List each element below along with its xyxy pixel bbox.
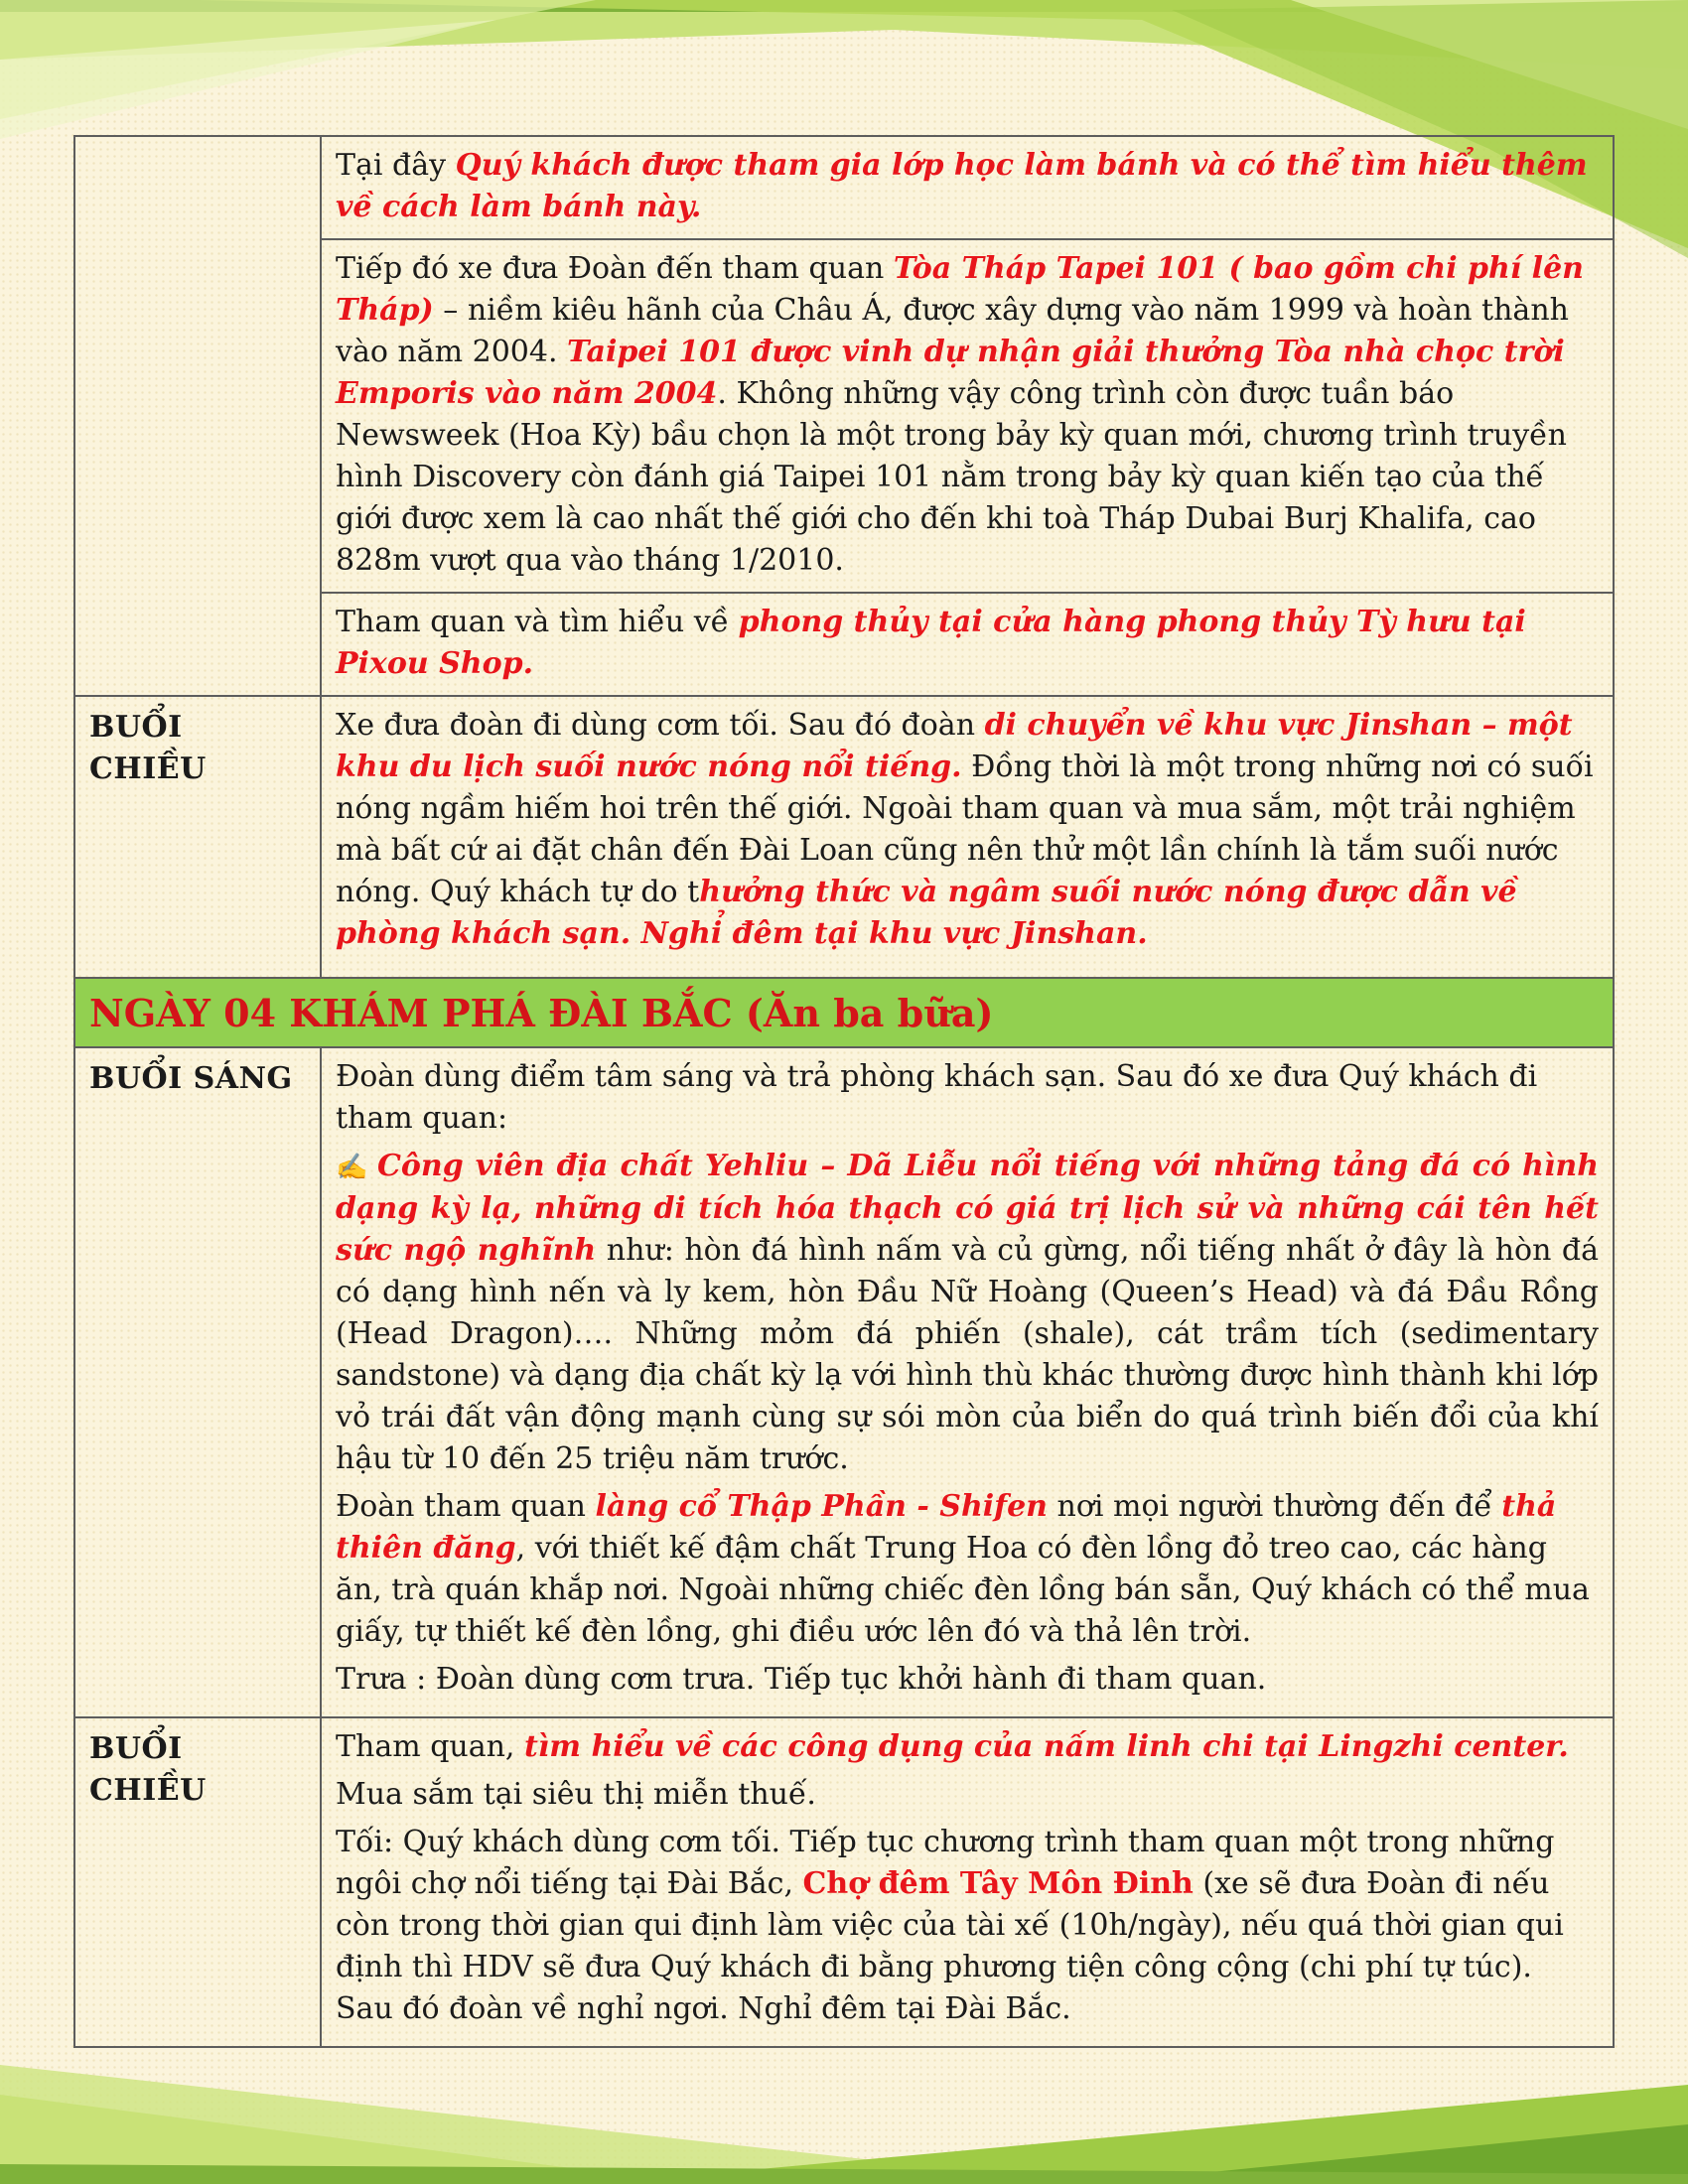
- shifen-text-1: Đoàn tham quan: [336, 1489, 596, 1524]
- pixou-block: [322, 592, 1613, 695]
- day4-afternoon-row: [74, 1717, 1614, 2047]
- taipei101-text-1: Tiếp đó xe đưa Đoàn đến tham quan: [336, 251, 894, 286]
- day3-afternoon-row: [74, 696, 1614, 978]
- empty-label-cell: [74, 136, 321, 696]
- jinshan-block: [322, 697, 1613, 977]
- morning-label: BUỔI SÁNG: [74, 1047, 321, 1717]
- lingzhi-paragraph: [336, 1726, 1599, 1768]
- afternoon-label: BUỔI CHIỀU: [74, 1717, 321, 2047]
- pixou-lead: Tham quan và tìm hiểu về: [336, 605, 739, 639]
- day4-afternoon-content: [321, 1717, 1614, 2047]
- day4-morning-block: [322, 1048, 1613, 1716]
- cake-class-block: [322, 137, 1613, 238]
- jinshan-text-1: Xe đưa đoàn đi dùng cơm tối. Sau đó đoàn: [336, 708, 985, 743]
- yehliu-text: như: hòn đá hình nấm và củ gừng, nổi tiếng nhất ở đây là hòn đá có dạng hình nến và ly kem, hòn Đầu Nữ Hoàng (Queen’s Head) và đá Đầu Rồng (Head Dragon)…. Những mỏm đá phiến (shale), cát trầm tích (sedimentary sandstone) và dạng địa chất kỳ lạ với hình thù khác thường được hình thành khi lớp vỏ trái đất vận động mạnh cùng sự sói mòn của biển do quá trình biến đổi của khí hậu từ 10 đến 25 triệu năm trước.: [336, 1233, 1600, 1476]
- jinshan-highlight-2: hưởng thức và ngâm suối nước nóng được dẫn về phòng khách sạn. Nghỉ đêm tại khu vực Jinshan.: [336, 875, 1517, 951]
- taipei101-highlight-2: Taipei 101 được vinh dự nhận giải thưởng Tòa nhà chọc trời Emporis vào năm 2004: [336, 335, 1565, 411]
- morning-intro: Đoàn dùng điểm tâm sáng và trả phòng khách sạn. Sau đó xe đưa Quý khách đi tham quan:: [336, 1059, 1538, 1136]
- taipei101-text-3: . Không những vậy công trình còn được tuần báo Newsweek (Hoa Kỳ) bầu chọn là một trong bảy kỳ quan mới, chương trình truyền hình Discovery còn đánh giá Taipei 101 nằm trong bảy kỳ quan kiến tạo của thế giới được xem là cao nhất thế giới cho đến khi toà Tháp Dubai Burj Khalifa, cao 828m vượt qua vào tháng 1/2010.: [336, 376, 1567, 578]
- cake-class-lead: Tại đây: [336, 148, 456, 183]
- day3-continuation-row: [74, 136, 1614, 696]
- pixou-highlight: phong thủy tại cửa hàng phong thủy Tỳ hưu tại Pixou Shop.: [336, 605, 1526, 681]
- taipei101-highlight-1: Tòa Tháp Tapei 101 ( bao gồm chi phí lên Tháp): [336, 251, 1584, 328]
- yehliu-highlight: Công viên địa chất Yehliu – Dã Liễu nổi tiếng với những tảng đá có hình dạng kỳ lạ, những di tích hóa thạch có giá trị lịch sử và những cái tên hết sức ngộ nghĩnh: [336, 1149, 1600, 1268]
- day4-afternoon-block: [322, 1718, 1613, 2046]
- evening-text-2: (xe sẽ đưa Đoàn đi nếu còn trong thời gian qui định làm việc của tài xế (10h/ngày), nếu quá thời gian qui định thì HDV sẽ đưa Quý khách đi bằng phương tiện công cộng (chi phí tự túc). Sau đó đoàn về nghỉ ngơi. Nghỉ đêm tại Đài Bắc.: [336, 1866, 1564, 2026]
- day4-title: NGÀY 04 KHÁM PHÁ ĐÀI BẮC (Ăn ba bữa): [74, 978, 1614, 1047]
- night-market-highlight: Chợ đêm Tây Môn Đinh: [802, 1866, 1194, 1901]
- decorative-bottom-banner: [0, 2055, 1688, 2184]
- taipei101-text-2: – niềm kiêu hãnh của Châu Á, được xây dựng vào năm 1999 và hoàn thành vào năm 2004.: [336, 293, 1569, 369]
- shopping-note: Mua sắm tại siêu thị miễn thuế.: [336, 1777, 816, 1812]
- cake-class-highlight: Quý khách được tham gia lớp học làm bánh và có thể tìm hiểu thêm về cách làm bánh này.: [336, 148, 1588, 224]
- day4-morning-content: [321, 1047, 1614, 1717]
- shifen-highlight-1: làng cổ Thập Phần - Shifen: [595, 1489, 1048, 1524]
- evening-text-1: Tối: Quý khách dùng cơm tối. Tiếp tục chương trình tham quan một trong những ngôi chợ nổi tiếng tại Đài Bắc,: [336, 1825, 1555, 1901]
- afternoon-label: BUỔI CHIỀU: [74, 696, 321, 978]
- jinshan-highlight-1: di chuyển về khu vực Jinshan – một khu du lịch suối nước nóng nổi tiếng.: [336, 708, 1573, 784]
- shifen-highlight-2: thả thiên đăng: [336, 1489, 1557, 1566]
- evening-paragraph: [336, 1822, 1599, 2030]
- itinerary-table: [73, 135, 1615, 2048]
- day4-morning-row: [74, 1047, 1614, 1717]
- writing-hand-bullet-icon: ✍: [336, 1153, 370, 1182]
- day3-afternoon-content: [321, 696, 1614, 978]
- day4-header-row: [74, 978, 1614, 1047]
- lingzhi-lead: Tham quan,: [336, 1729, 525, 1764]
- shifen-text-2: nơi mọi người thường đến để: [1047, 1489, 1502, 1524]
- jinshan-text-2: Đồng thời là một trong những nơi có suối nóng ngầm hiếm hoi trên thế giới. Ngoài tham quan và mua sắm, một trải nghiệm mà bất cứ ai đặt chân đến Đài Loan cũng nên thử một lần chính là tắm suối nước nóng. Quý khách tự do t: [336, 750, 1594, 909]
- lunch-note: Trưa : Đoàn dùng cơm trưa. Tiếp tục khởi hành đi tham quan.: [336, 1662, 1267, 1697]
- day3-continuation-content: [321, 136, 1614, 696]
- yehliu-paragraph: [336, 1146, 1599, 1480]
- lingzhi-highlight: tìm hiểu về các công dụng của nấm linh chi tại Lingzhi center.: [524, 1729, 1569, 1764]
- shifen-paragraph: [336, 1486, 1599, 1653]
- taipei101-block: [322, 238, 1613, 592]
- shifen-text-3: , với thiết kế đậm chất Trung Hoa có đèn lồng đỏ treo cao, các hàng ăn, trà quán khắp nơi. Ngoài những chiếc đèn lồng bán sẵn, Quý khách có thể mua giấy, tự thiết kế đèn lồng, ghi điều ước lên đó và thả lên trời.: [336, 1531, 1590, 1649]
